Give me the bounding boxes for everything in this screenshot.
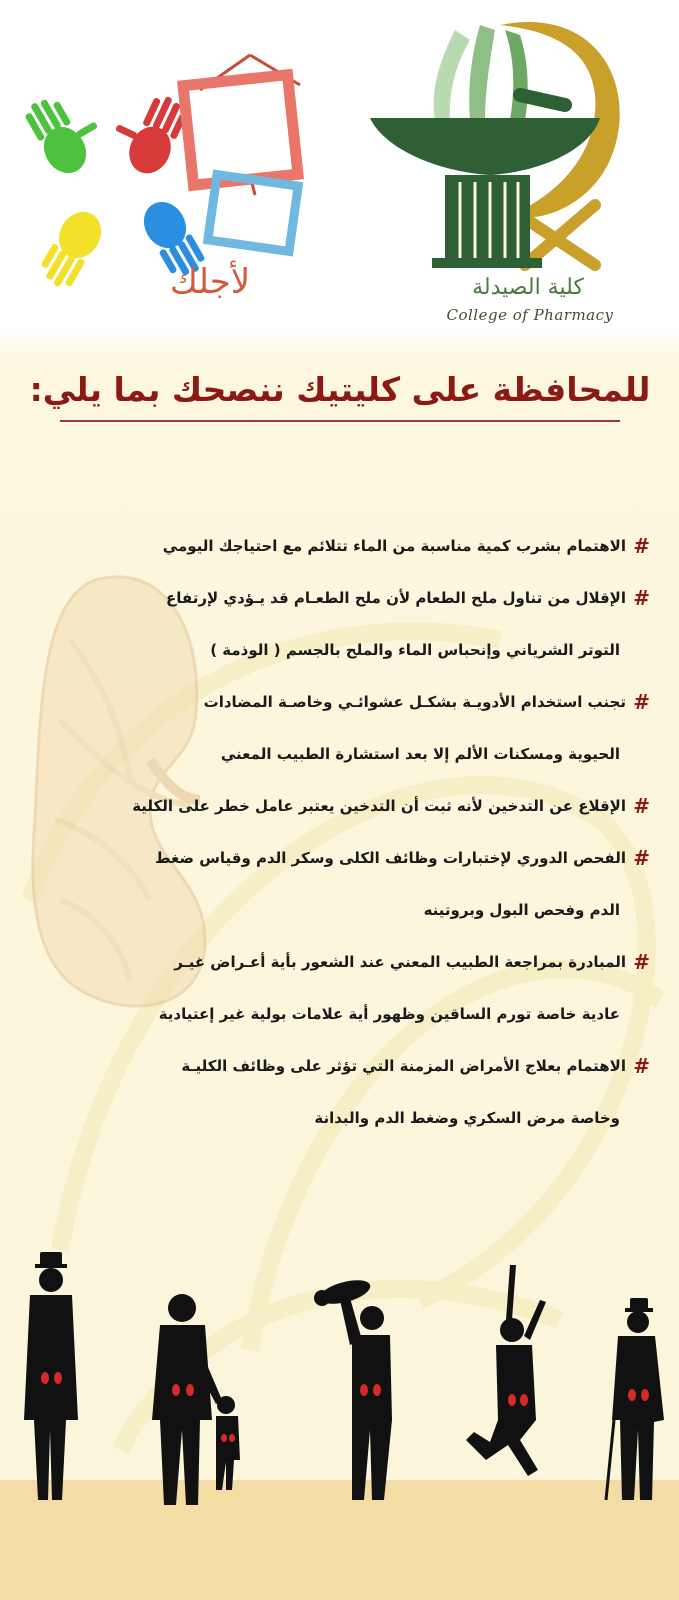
logo-arabic-text: كلية الصيدلة	[472, 275, 584, 300]
headline: للمحافظة على كليتيك ننصحك بما يلي:	[29, 370, 651, 409]
hash-marker-icon: #	[633, 586, 650, 610]
tip-text-continued: الدم وفحص البول وبروتينه	[423, 901, 620, 919]
person-silhouette-icon	[606, 1298, 664, 1500]
tip-text: الفحص الدوري لإختبارات وظائف الكلى وسكر الدم وقياس ضغط	[154, 849, 626, 867]
tip-text: المبادرة بمراجعة الطبيب المعني عند الشعور بأية أعـراض غيـر	[174, 953, 626, 971]
tip-text-continued: التوتر الشرياني وإنحباس الماء والملح بالجسم ( الوذمة )	[210, 641, 620, 659]
tip-text-continued: الحيوية ومسكنات الألم إلا بعد استشارة الطبيب المعني	[220, 745, 620, 763]
hash-marker-icon: #	[633, 534, 650, 558]
hash-marker-icon: #	[633, 794, 650, 818]
person-silhouette-icon	[24, 1252, 78, 1500]
tip-text: الاهتمام بعلاج الأمراض المزمنة التي تؤثر على وظائف الكليـة	[181, 1057, 626, 1075]
tip-text-continued: عادية خاصة تورم الساقين وظهور أية علامات بولية غير إعتيادية	[158, 1005, 620, 1023]
logo-english-text: College of Pharmacy	[446, 306, 614, 324]
tip-text: تجنب استخدام الأدويـة بشكـل عشوائـي وخاصـة المضادات	[203, 693, 626, 711]
person-silhouette-icon	[152, 1294, 240, 1505]
tip-text: الاهتمام بشرب كمية مناسبة من الماء تتلائم مع احتياجك اليومي	[162, 537, 626, 555]
hash-marker-icon: #	[633, 690, 650, 714]
hash-marker-icon: #	[633, 1054, 650, 1078]
person-silhouette-icon	[466, 1265, 546, 1476]
hash-marker-icon: #	[633, 950, 650, 974]
tip-text-continued: وخاصة مرض السكري وضغط الدم والبدانة	[314, 1109, 620, 1127]
tip-text: الإقلاع عن التدخين لأنه ثبت أن التدخين يعتبر عامل خطر على الكلية	[132, 797, 626, 815]
kidney-icon	[41, 1372, 649, 1442]
tip-text: الإقلال من تناول ملح الطعام لأن ملح الطعـام قد يـؤدي لإرتفاع	[166, 589, 626, 607]
hash-marker-icon: #	[633, 846, 650, 870]
for-you-text: لأجلك	[169, 262, 251, 302]
